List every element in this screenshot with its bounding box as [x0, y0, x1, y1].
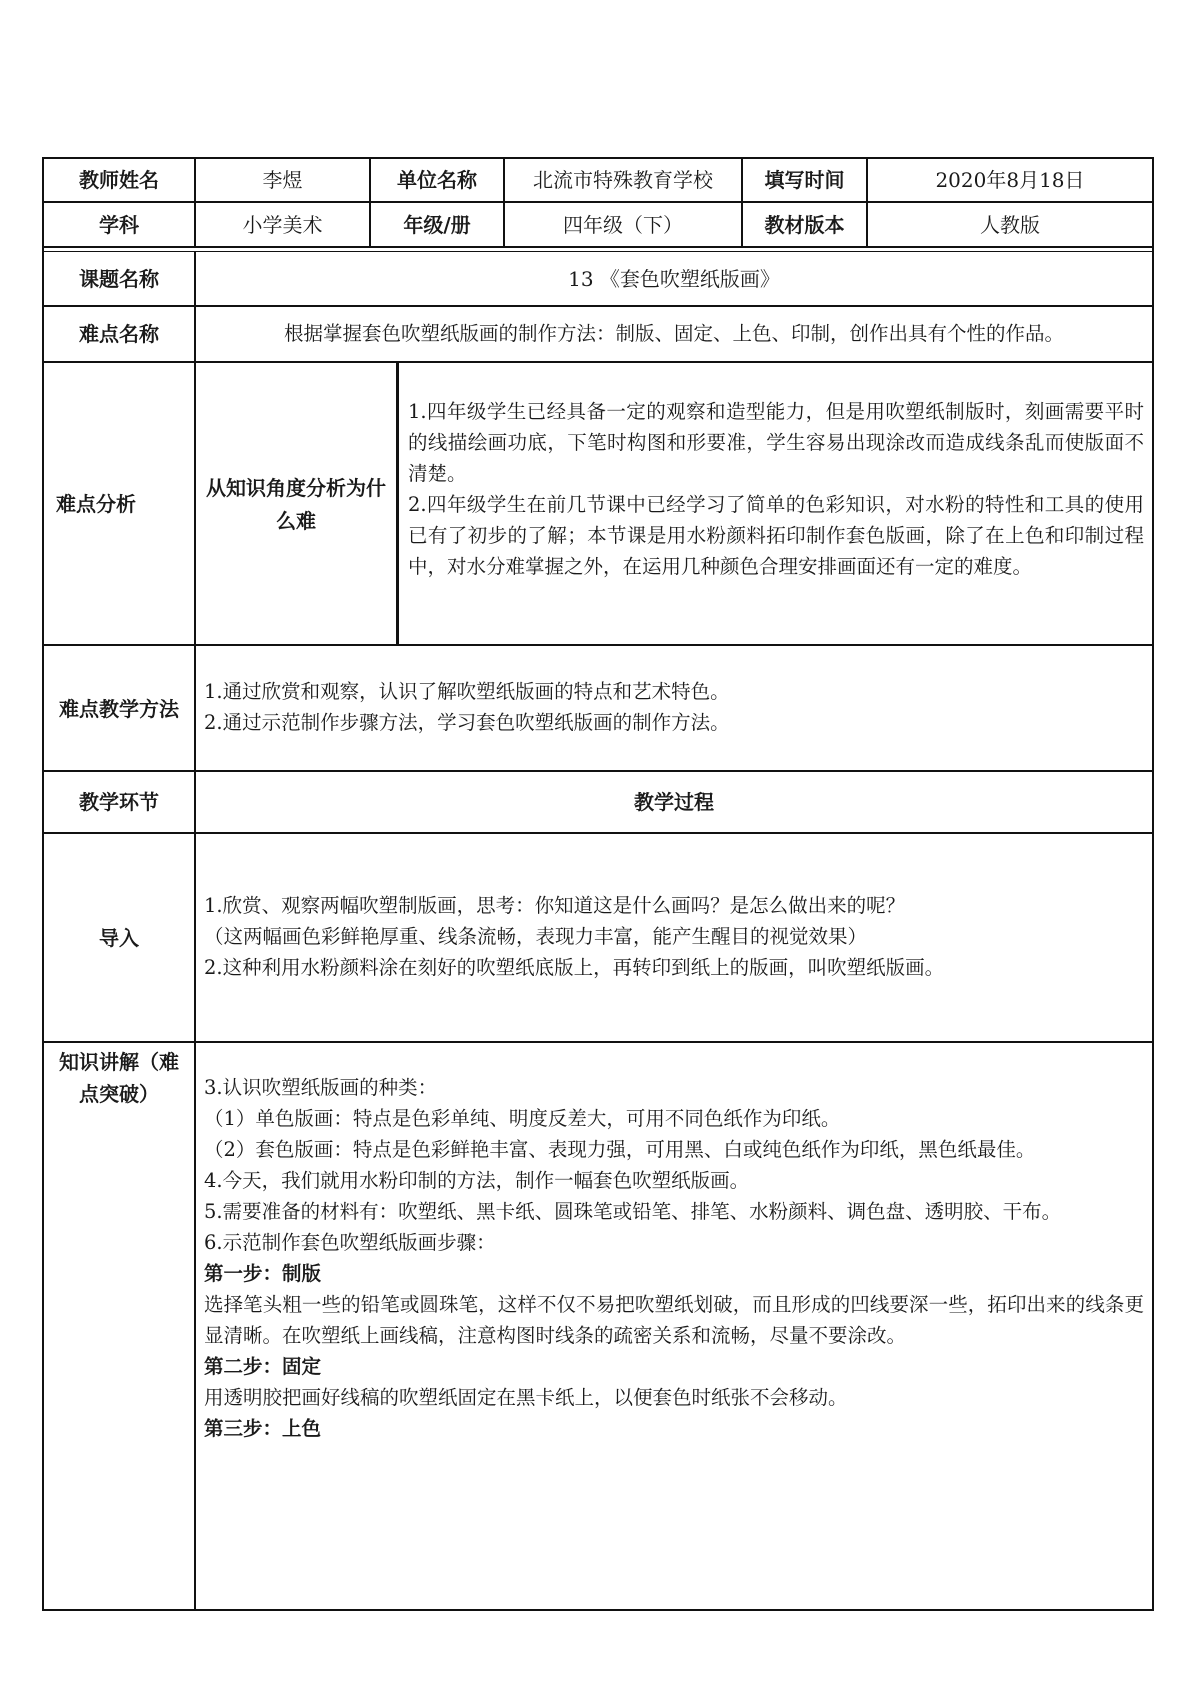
date-value: 2020年8月18日 — [935, 168, 1085, 192]
teacher-value: 李煜 — [262, 168, 303, 192]
hline-2 — [42, 246, 1154, 248]
process-stage-label: 教学环节 — [79, 790, 159, 814]
vline-label-col — [194, 251, 196, 1611]
method-item: 2.通过示范制作步骤方法，学习套色吹塑纸版画的制作方法。 — [204, 711, 730, 734]
step-title: 第三步：上色 — [204, 1417, 322, 1440]
date-label: 填写时间 — [764, 168, 845, 192]
analysis-paragraph: 1.四年级学生已经具备一定的观察和造型能力，但是用吹塑纸制版时，刻画需要平时的线描绘画功底，下笔时构图和形要准，学生容易出现涂改而造成线条乱而使版面不清楚。 — [408, 400, 1144, 485]
unit-value: 北流市特殊教育学校 — [533, 168, 713, 192]
analysis-text — [408, 396, 1144, 582]
topic-label: 课题名称 — [79, 266, 159, 291]
knowledge-item: 3.认识吹塑纸版画的种类： — [204, 1076, 438, 1099]
subject-label: 学科 — [99, 212, 139, 237]
vline-analysis — [396, 361, 399, 646]
grade-label: 年级/册 — [403, 212, 471, 237]
hline-bottom — [42, 1609, 1154, 1611]
intro-item: 2.这种利用水粉颜料涂在刻好的吹塑纸底版上，再转印到纸上的版画，叫吹塑纸版画。 — [204, 956, 945, 979]
analysis-paragraph: 2.四年级学生在前几节课中已经学习了简单的色彩知识，对水粉的特性和工具的使用已有了初步的了解；本节课是用水粉颜料拓印制作套色版画，除了在上色和印制过程中，对水分难掌握之外，在运用几种颜色合理安排画面还有一定的难度。 — [408, 493, 1144, 578]
method-text — [204, 676, 1144, 738]
edition-label: 教材版本 — [764, 212, 845, 237]
knowledge-item: （2）套色版画：特点是色彩鲜艳丰富、表现力强，可用黑、白或纯色纸作为印纸，黑色纸最佳。 — [204, 1138, 1036, 1161]
intro-label: 导入 — [99, 925, 139, 950]
table-border-right — [1152, 157, 1154, 1611]
hline-8 — [42, 832, 1154, 834]
unit-label: 单位名称 — [397, 168, 477, 192]
intro-text — [204, 890, 1144, 983]
hline-5 — [42, 361, 1154, 363]
hline-9 — [42, 1041, 1154, 1043]
topic-value: 13 《套色吹塑纸版画》 — [568, 266, 780, 291]
knowledge-item: 6.示范制作套色吹塑纸版画步骤： — [204, 1231, 496, 1254]
teacher-label: 教师姓名 — [79, 168, 159, 192]
edition-value: 人教版 — [980, 212, 1040, 237]
step-text: 用透明胶把画好线稿的吹塑纸固定在黑卡纸上，以便套色时纸张不会移动。 — [204, 1386, 848, 1409]
analysis-sub-label: 从知识角度分析为什么难 — [206, 476, 386, 533]
step-text: 选择笔头粗一些的铅笔或圆珠笔，这样不仅不易把吹塑纸划破，而且形成的凹线要深一些，拓印出来的线条更显清晰。在吹塑纸上画线稿，注意构图时线条的疏密关系和流畅，尽量不要涂改。 — [204, 1293, 1144, 1347]
subject-value: 小学美术 — [242, 212, 323, 237]
intro-item: （这两幅画色彩鲜艳厚重、线条流畅，表现力丰富，能产生醒目的视觉效果） — [204, 925, 868, 948]
grade-value: 四年级（下） — [563, 212, 683, 237]
knowledge-item: （1）单色版画：特点是色彩单纯、明度反差大，可用不同色纸作为印纸。 — [204, 1107, 841, 1130]
step-title: 第一步：制版 — [204, 1262, 322, 1285]
intro-item: 1.欣赏、观察两幅吹塑制版画，思考：你知道这是什么画吗？是怎么做出来的呢？ — [204, 894, 906, 917]
step-title: 第二步：固定 — [204, 1355, 322, 1378]
analysis-label: 难点分析 — [56, 491, 136, 516]
knowledge-text — [204, 1072, 1144, 1444]
knowledge-item: 4.今天，我们就用水粉印制的方法，制作一幅套色吹塑纸版画。 — [204, 1169, 750, 1192]
knowledge-item: 5.需要准备的材料有：吹塑纸、黑卡纸、圆珠笔或铅笔、排笔、水粉颜料、调色盘、透明胶、干布。 — [204, 1200, 1062, 1223]
process-title: 教学过程 — [634, 790, 714, 814]
method-item: 1.通过欣赏和观察，认识了解吹塑纸版画的特点和艺术特色。 — [204, 680, 730, 703]
difficulty-value: 根据掌握套色吹塑纸版画的制作方法：制版、固定、上色、印制，创作出具有个性的作品。 — [283, 322, 1064, 346]
difficulty-label: 难点名称 — [79, 322, 159, 346]
method-label: 难点教学方法 — [59, 696, 179, 721]
knowledge-label: 知识讲解（难点突破） — [59, 1050, 179, 1106]
hline-6 — [42, 644, 1154, 646]
